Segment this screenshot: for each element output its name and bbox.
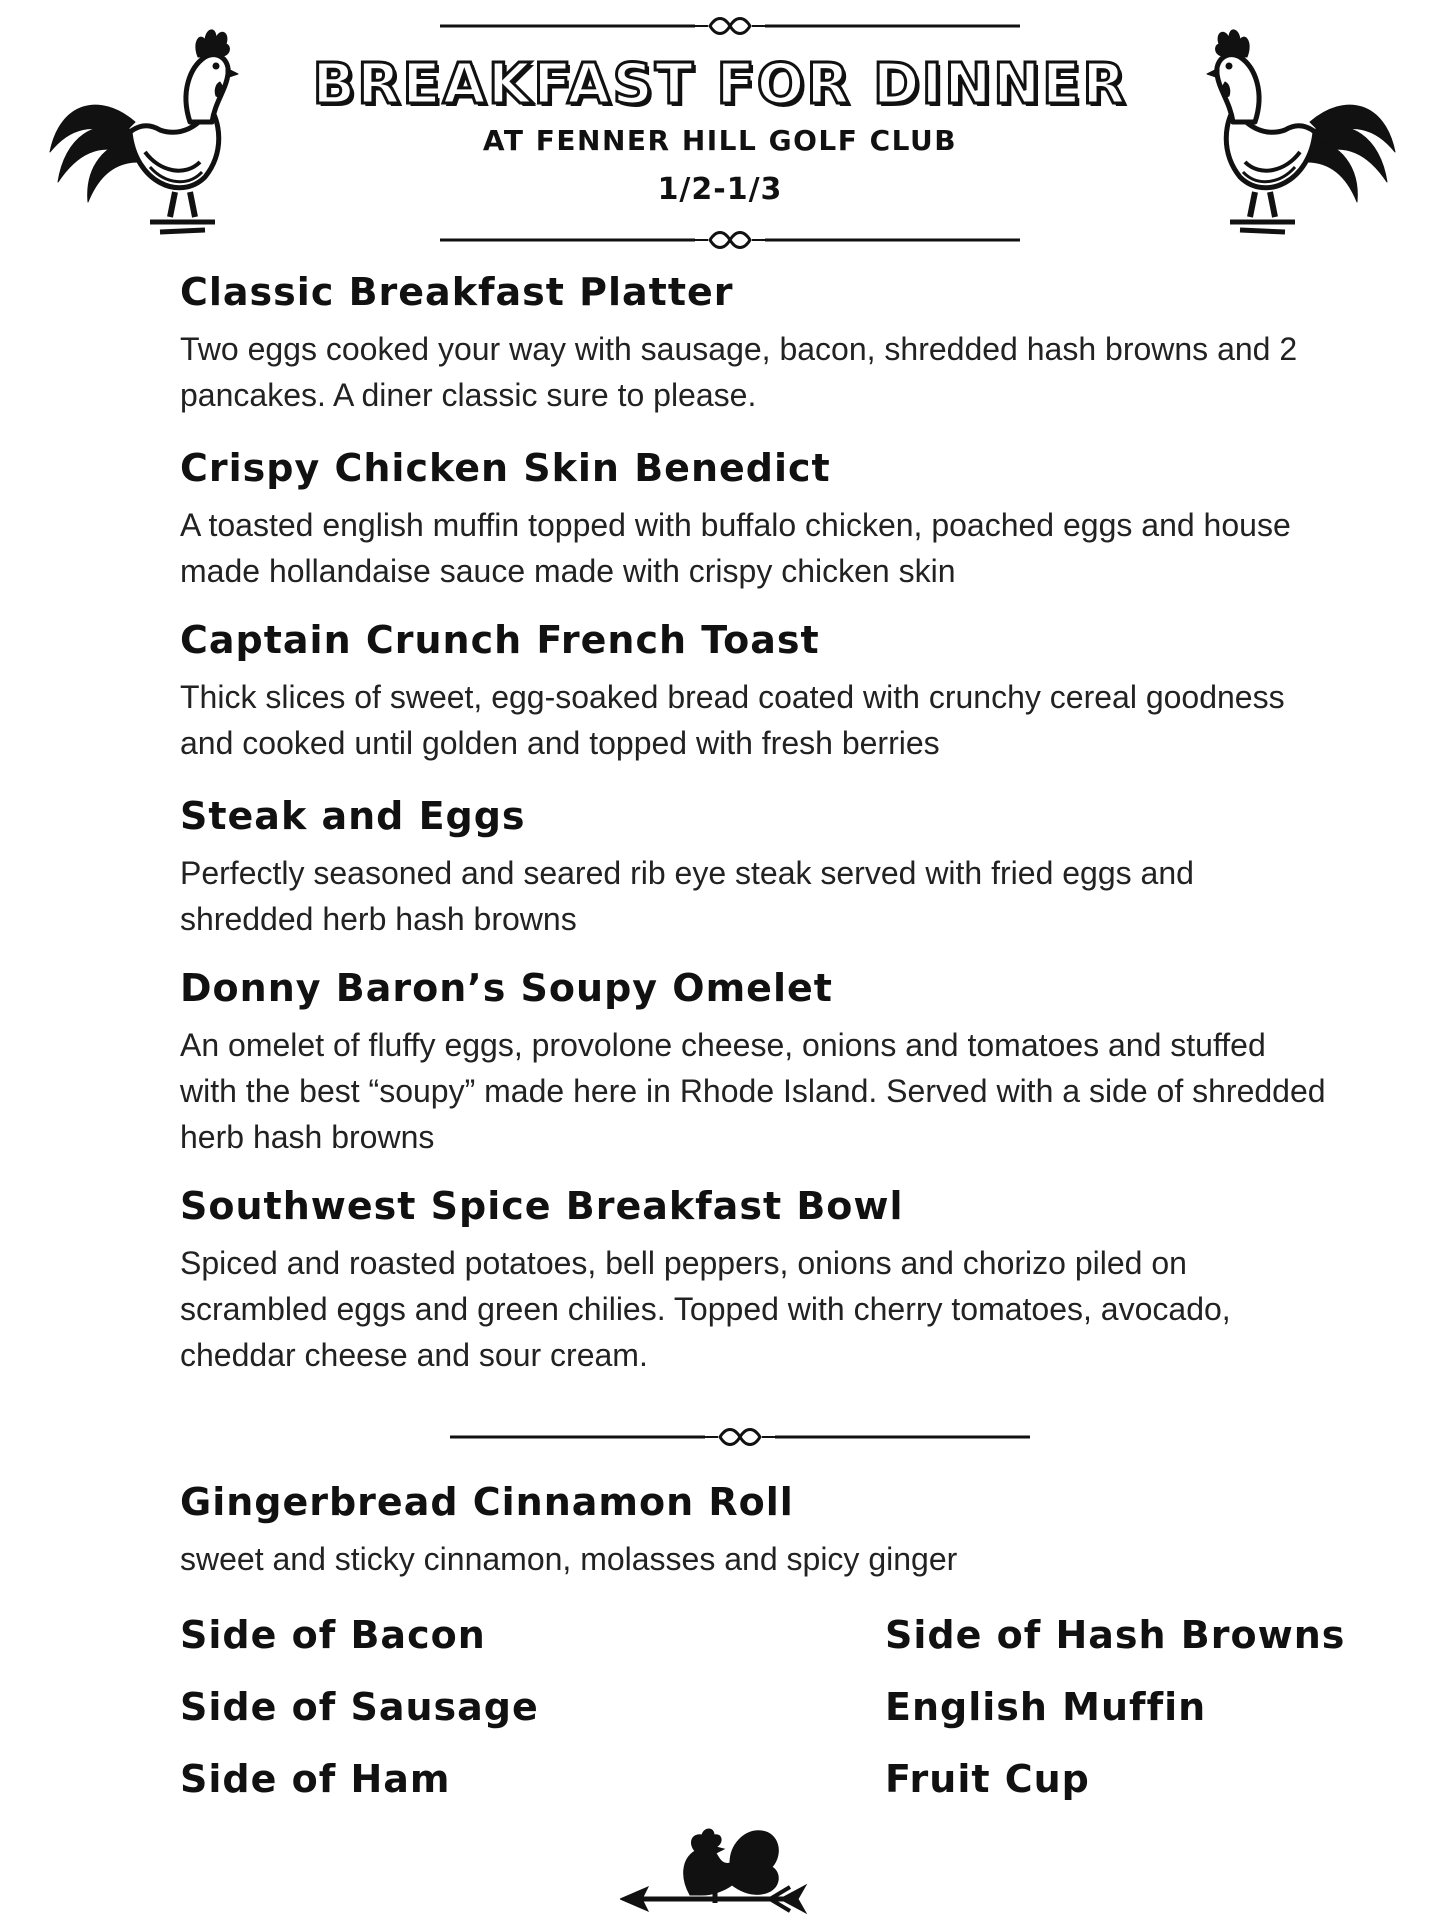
menu-item-description: A toasted english muffin topped with buffalo chicken, poached eggs and house made hollandaise sauce made with crispy chicken skin [180,507,1291,589]
menu-item [180,268,1330,418]
menu-item-name: Captain Crunch French Toast [180,618,820,662]
menu-item [180,1478,1330,1582]
weathervane-icon [620,1815,810,1915]
venue-subtitle: AT FENNER HILL GOLF CLUB [482,124,958,157]
menu-item [180,964,1330,1160]
menu-item-description: An omelet of fluffy eggs, provolone cheese, onions and tomatoes and stuffed with the best “soupy” made here in Rhode Island. Served with a side of shredded herb hash browns [180,1027,1326,1155]
sides-list [180,1610,1346,1804]
section-divider [450,1425,1030,1449]
menu-item [180,1182,1330,1378]
menu-item-name: Gingerbread Cinnamon Roll [180,1480,794,1524]
menu-item-description: Perfectly seasoned and seared rib eye steak served with fried eggs and shredded herb hash browns [180,855,1194,937]
side-item: Side of Sausage [180,1685,539,1729]
menu-item-description: Thick slices of sweet, egg-soaked bread coated with crunchy cereal goodness and cooked until golden and topped with fresh berries [180,679,1285,761]
menu-header [0,0,1440,250]
menu-item-description: Spiced and roasted potatoes, bell peppers, onions and chorizo piled on scrambled eggs and green chilies. Topped with cherry tomatoes, avocado, cheddar cheese and sour cream. [180,1245,1231,1373]
top-divider [440,14,1020,38]
header-divider [440,228,1020,252]
menu-item [180,444,1330,594]
menu-item-description: sweet and sticky cinnamon, molasses and spicy ginger [180,1541,958,1577]
side-item: Fruit Cup [885,1757,1090,1801]
menu-items [180,268,1330,1378]
menu-item-description: Two eggs cooked your way with sausage, bacon, shredded hash browns and 2 pancakes. A diner classic sure to please. [180,331,1298,413]
menu-item [180,616,1330,766]
date-range: 1/2-1/3 [657,172,783,207]
menu-item-name: Steak and Eggs [180,794,526,838]
side-item: Side of Hash Browns [885,1613,1346,1657]
menu-item-name: Classic Breakfast Platter [180,270,734,314]
menu-item-name: Donny Baron’s Soupy Omelet [180,966,833,1010]
side-item: Side of Bacon [180,1613,486,1657]
menu-item-name: Southwest Spice Breakfast Bowl [180,1184,904,1228]
flourish-icon [710,233,750,248]
flourish-icon [710,19,750,34]
menu-item [180,792,1330,942]
dessert-section [180,1478,1330,1582]
menu-item-name: Crispy Chicken Skin Benedict [180,446,831,490]
side-item: English Muffin [885,1685,1207,1729]
flourish-icon [720,1430,760,1445]
side-item: Side of Ham [180,1757,451,1801]
page-title: BREAKFAST FOR DINNER [312,52,1128,117]
